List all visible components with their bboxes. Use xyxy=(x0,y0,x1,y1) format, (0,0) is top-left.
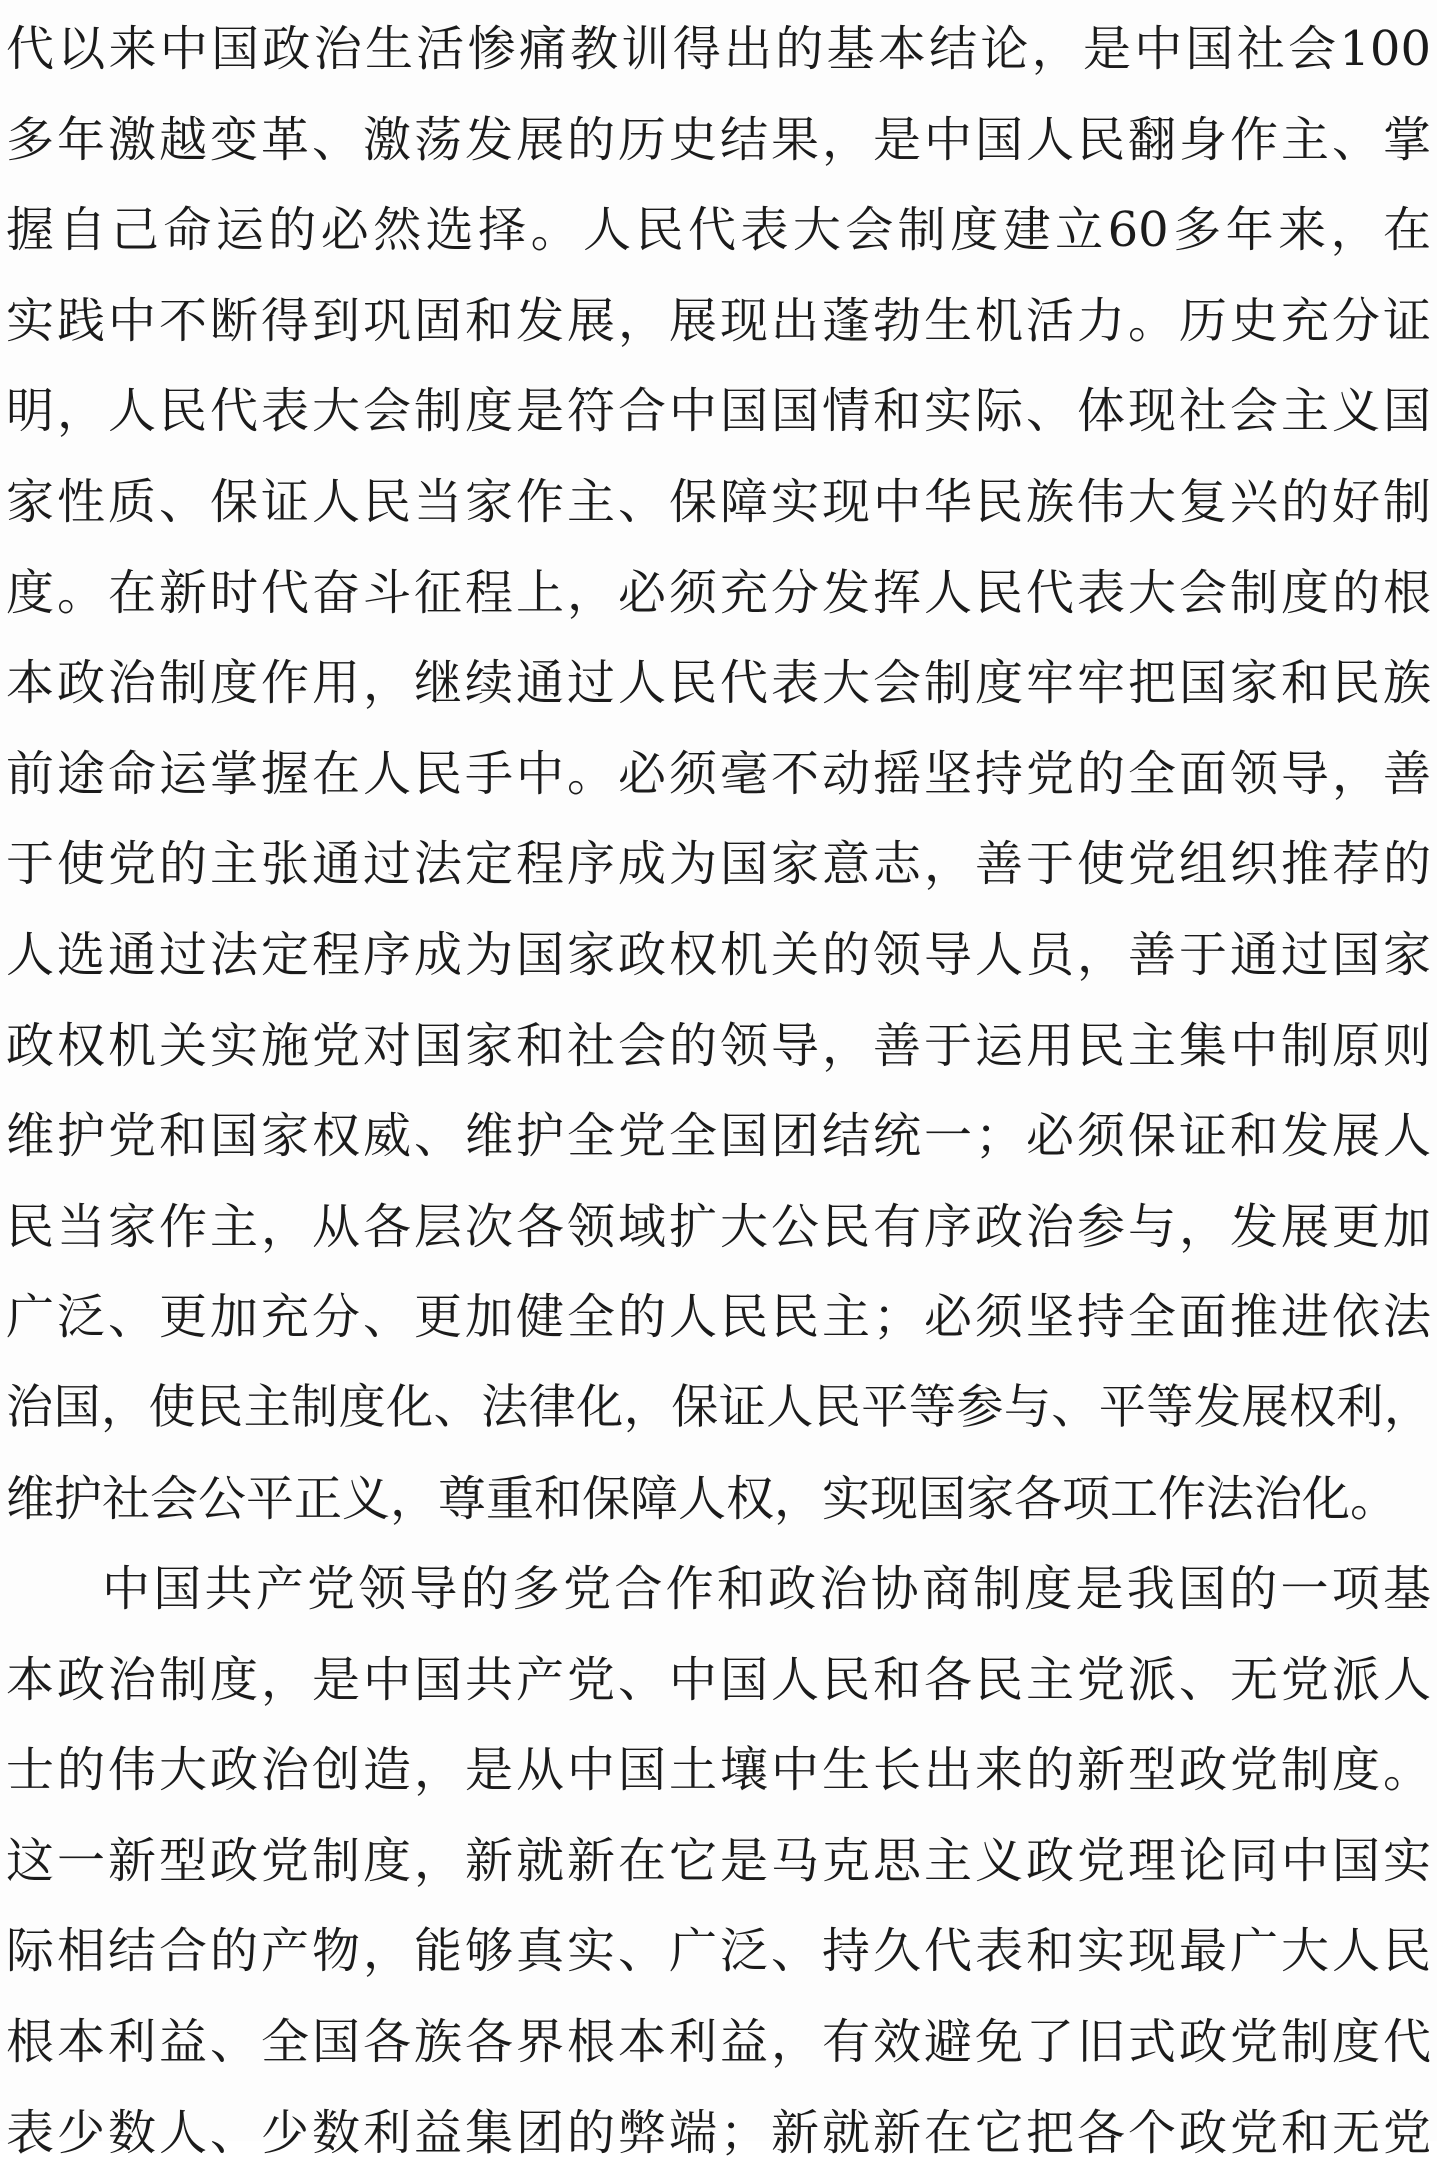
body-text xyxy=(6,4,1431,2178)
text-line: 代以来中国政治生活惨痛教训得出的基本结论，是中国社会100 xyxy=(6,21,1431,77)
text-line: 握自己命运的必然选择。人民代表大会制度建立60多年来，在 xyxy=(6,202,1431,259)
text-line: 维护党和国家权威、维护全党全国团结统一；必须保证和发展人 xyxy=(6,1108,1431,1165)
text-line: 表少数人、少数利益集团的弊端；新就新在它把各个政党和无党 xyxy=(6,2104,1431,2161)
text-line: 政权机关实施党对国家和社会的领导，善于运用民主集中制原则 xyxy=(6,1017,1431,1074)
text-line: 际相结合的产物，能够真实、广泛、持久代表和实现最广大人民 xyxy=(6,1923,1431,1980)
text-line: 人选通过法定程序成为国家政权机关的领导人员，善于通过国家 xyxy=(6,926,1431,983)
text-line: 民当家作主，从各层次各领域扩大公民有序政治参与，发展更加 xyxy=(6,1198,1431,1255)
text-line: 这一新型政党制度，新就新在它是马克思主义政党理论同中国实 xyxy=(6,1832,1431,1889)
text-line: 多年激越变革、激荡发展的历史结果，是中国人民翻身作主、掌 xyxy=(6,111,1431,168)
text-line: 度。在新时代奋斗征程上，必须充分发挥人民代表大会制度的根 xyxy=(6,564,1431,621)
text-line: 治国，使民主制度化、法律化，保证人民平等参与、平等发展权利， xyxy=(6,1379,1431,1435)
paragraph-start-line: 中国共产党领导的多党合作和政治协商制度是我国的一项基 xyxy=(102,1561,1431,1618)
text-line: 家性质、保证人民当家作主、保障实现中华民族伟大复兴的好制 xyxy=(6,473,1431,530)
text-line: 根本利益、全国各族各界根本利益，有效避免了旧式政党制度代 xyxy=(6,2014,1431,2071)
text-line: 于使党的主张通过法定程序成为国家意志，善于使党组织推荐的 xyxy=(6,836,1431,893)
text-line: 明，人民代表大会制度是符合中国国情和实际、体现社会主义国 xyxy=(6,383,1431,440)
text-line: 广泛、更加充分、更加健全的人民民主；必须坚持全面推进依法 xyxy=(6,1289,1431,1346)
text-line: 前途命运掌握在人民手中。必须毫不动摇坚持党的全面领导，善 xyxy=(6,745,1431,802)
text-line: 本政治制度，是中国共产党、中国人民和各民主党派、无党派人 xyxy=(6,1651,1431,1708)
paragraph-end-line: 维护社会公平正义，尊重和保障人权，实现国家各项工作法治化。 xyxy=(6,1470,1399,1527)
text-line: 士的伟大政治创造，是从中国土壤中生长出来的新型政党制度。 xyxy=(6,1742,1431,1799)
text-line: 本政治制度作用，继续通过人民代表大会制度牢牢把国家和民族 xyxy=(6,655,1431,712)
text-line: 实践中不断得到巩固和发展，展现出蓬勃生机活力。历史充分证 xyxy=(6,292,1431,349)
